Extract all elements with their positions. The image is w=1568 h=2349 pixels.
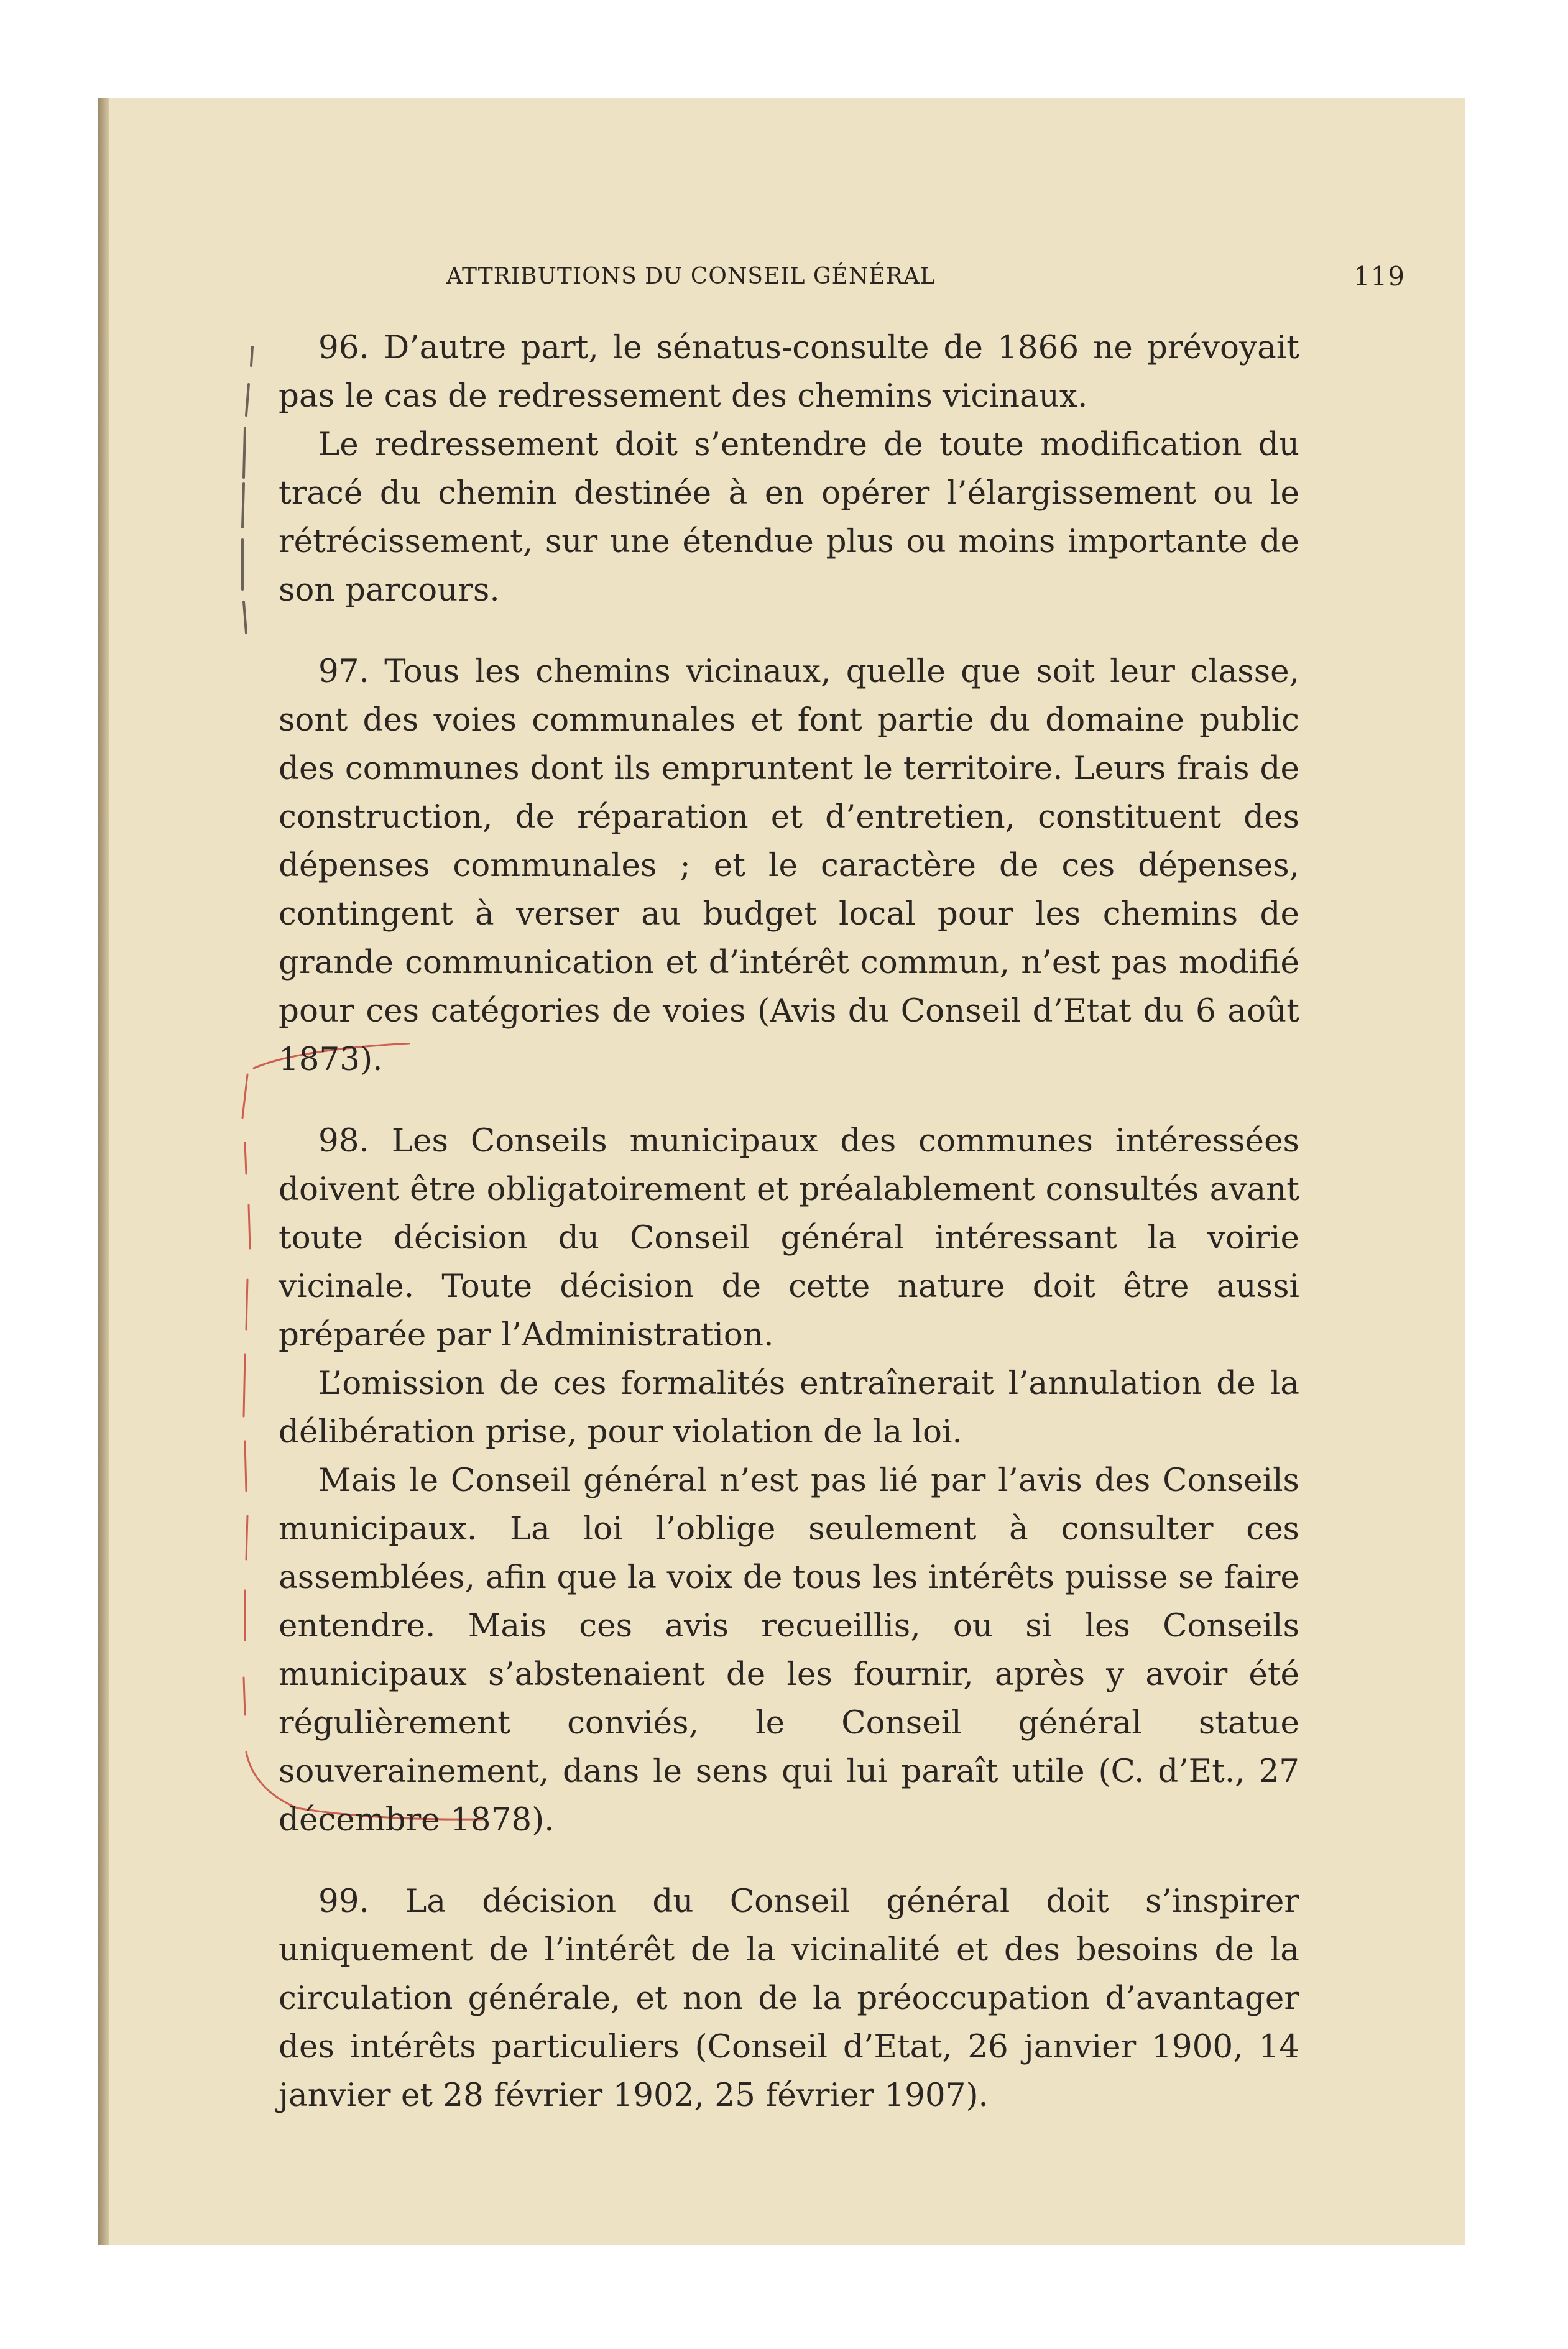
paragraph-96: 96. D’autre part, le sénatus-consulte de 1866 ne prévoyait pas le cas de redressement des chemins vicinaux.	[279, 329, 1299, 415]
pencil-margin-mark	[235, 341, 272, 726]
paragraph-97: 97. Tous les chemins vicinaux, quelle que soit leur classe, sont des voies communales et font partie du domaine public des communes dont ils empruntent le territoire. Leurs frais de construction, de réparation et d’entretien, constituent des dépenses communales ; et le caractère de ces dépenses, contingent à verser au budget local pour les chemins de grande communication et d’intérêt commun, n’est pas modifié pour ces catégories de voies (Avis du Conseil d’Etat du 6 août 1873).	[279, 653, 1299, 1078]
paragraph-99: 99. La décision du Conseil général doit s’inspirer uniquement de l’intérêt de la vicinalité et des besoins de la circulation générale, et non de la préoccupation d’avantager des intérêts particuliers (Conseil d’Etat, 26 janvier 1900, 14 janvier et 28 février 1902, 25 février 1907).	[279, 1883, 1299, 2114]
book-page	[98, 98, 1465, 2245]
running-title: ATTRIBUTIONS DU CONSEIL GÉNÉRAL	[446, 264, 936, 289]
paragraph-98: 98. Les Conseils municipaux des communes intéressées doivent être obligatoirement et préalablement consultés avant toute décision du Conseil général intéressant la voirie vicinale. Toute décision de cette nature doit être aussi préparée par l’Administration.	[279, 1122, 1299, 1354]
page-number: 119	[1353, 261, 1405, 292]
paragraph-96-continued: Le redressement doit s’entendre de toute modification du tracé du chemin destinée à en opérer l’élargissement ou le rétrécissement, sur une étendue plus ou moins importante de son parcours.	[279, 426, 1299, 609]
paragraph-98-avis: Mais le Conseil général n’est pas lié par l’avis des Conseils municipaux. La loi l’oblige seulement à consulter ces assemblées, afin que la voix de tous les intérêts puisse se faire entendre. Mais ces avis recueillis, ou si les Conseils municipaux s’abstenaient de les fournir, après y avoir été régulièrement conviés, le Conseil général statue souverainement, dans le sens qui lui paraît utile (C. d’Et., 27 décembre 1878).	[279, 1462, 1299, 1839]
paragraph-98-omission: L’omission de ces formalités entraînerait l’annulation de la délibération prise, pour violation de la loi.	[279, 1365, 1299, 1451]
running-head	[279, 259, 1405, 296]
body-text	[279, 323, 1299, 2120]
page-binding-edge	[98, 98, 109, 2245]
